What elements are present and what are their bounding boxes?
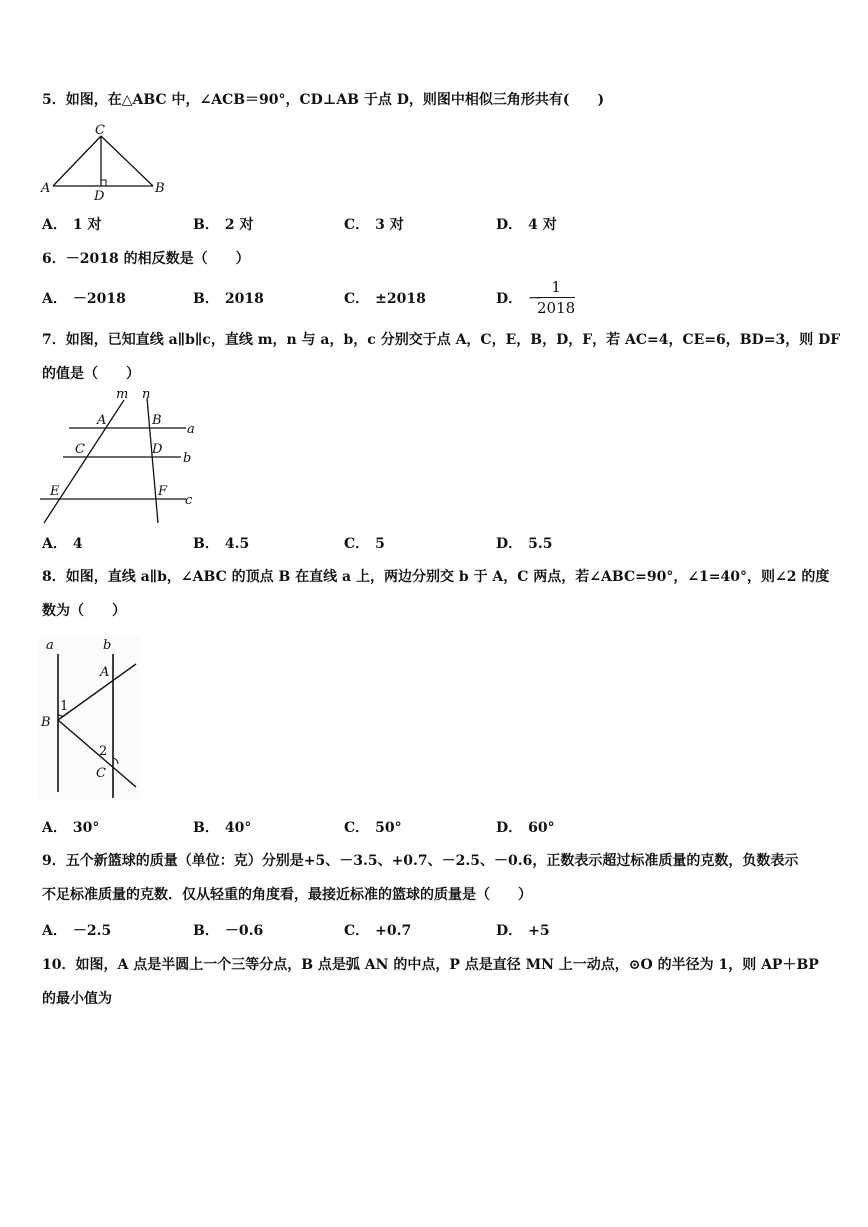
q6-option-d-fraction bbox=[537, 278, 575, 317]
q9-option-b[interactable]: B． －0.6 bbox=[193, 923, 264, 939]
label-D: D bbox=[152, 442, 163, 457]
q8-option-a[interactable]: A． 30° bbox=[42, 820, 100, 836]
q5-option-c[interactable]: C． 3 对 bbox=[344, 217, 404, 233]
q6-option-d[interactable]: D． － bbox=[496, 291, 543, 307]
label-C: C bbox=[95, 123, 105, 138]
label-angle-2: 2 bbox=[99, 744, 108, 759]
label-c: c bbox=[185, 493, 193, 508]
q6-option-c[interactable]: C． ±2018 bbox=[344, 291, 426, 307]
q9-option-c[interactable]: C． +0.7 bbox=[344, 923, 412, 939]
q6-option-a[interactable]: A． －2018 bbox=[42, 291, 126, 307]
q7-option-c[interactable]: C． 5 bbox=[344, 536, 385, 552]
label-B: B bbox=[41, 715, 51, 730]
question-9-stem-line2: 不足标准质量的克数．仅从轻重的角度看，最接近标准的篮球的质量是（ ） bbox=[42, 887, 532, 903]
question-6-stem: 6．－2018 的相反数是（ ） bbox=[42, 251, 250, 267]
question-10-stem-line2: 的最小值为 bbox=[42, 991, 112, 1007]
q6-option-b[interactable]: B． 2018 bbox=[193, 291, 264, 307]
label-a: a bbox=[187, 422, 195, 437]
q7-option-b[interactable]: B． 4.5 bbox=[193, 536, 250, 552]
question-7-figure bbox=[36, 386, 206, 528]
question-8-stem-line1: 8．如图，直线 a∥b，∠ABC 的顶点 B 在直线 a 上，两边分别交 b 于 A，C 两点，若∠ABC=90°，∠1=40°，则∠2 的度 bbox=[42, 569, 830, 585]
q8-option-b[interactable]: B． 40° bbox=[193, 820, 252, 836]
q5-option-b[interactable]: B． 2 对 bbox=[193, 217, 254, 233]
question-5-stem: 5．如图，在△ABC 中，∠ACB＝90°，CD⊥AB 于点 D，则图中相似三角形共有( ) bbox=[42, 92, 605, 108]
label-b: b bbox=[183, 451, 192, 466]
label-A: A bbox=[97, 413, 107, 428]
q8-option-d[interactable]: D． 60° bbox=[496, 820, 555, 836]
question-7-stem-line1: 7．如图，已知直线 a∥b∥c，直线 m，n 与 a，b，c 分别交于点 A，C，E，B，D，F，若 AC=4，CE=6，BD=3，则 DF bbox=[42, 332, 841, 348]
label-a: a bbox=[46, 638, 54, 653]
fraction-numerator: 1 bbox=[551, 278, 561, 296]
q5-option-d[interactable]: D． 4 对 bbox=[496, 217, 557, 233]
label-E: E bbox=[50, 484, 60, 499]
label-B: B bbox=[152, 413, 162, 428]
q7-option-a[interactable]: A． 4 bbox=[42, 536, 83, 552]
label-angle-1: 1 bbox=[60, 699, 69, 714]
q5-option-a[interactable]: A． 1 对 bbox=[42, 217, 102, 233]
question-9-stem-line1: 9．五个新篮球的质量（单位：克）分别是+5、－3.5、+0.7、－2.5、－0.6，正数表示超过标准质量的克数，负数表示 bbox=[42, 853, 799, 869]
q8-option-c[interactable]: C． 50° bbox=[344, 820, 402, 836]
q9-option-a[interactable]: A． －2.5 bbox=[42, 923, 112, 939]
label-D: D bbox=[94, 189, 105, 202]
question-5-figure bbox=[36, 120, 176, 202]
question-8-figure bbox=[38, 634, 142, 802]
question-8-stem-line2: 数为（ ） bbox=[42, 603, 126, 619]
fraction-bar bbox=[537, 297, 575, 298]
label-F: F bbox=[158, 484, 168, 499]
label-b: b bbox=[103, 638, 112, 653]
question-7-stem-line2: 的值是（ ） bbox=[42, 366, 140, 382]
label-m: m bbox=[116, 387, 129, 402]
label-A: A bbox=[41, 181, 51, 196]
label-A: A bbox=[100, 665, 110, 680]
question-10-stem-line1: 10．如图，A 点是半圆上一个三等分点，B 点是弧 AN 的中点，P 点是直径 MN 上一动点，⊙O 的半径为 1，则 AP＋BP bbox=[42, 957, 819, 973]
q7-option-d[interactable]: D． 5.5 bbox=[496, 536, 553, 552]
label-B: B bbox=[155, 181, 165, 196]
fraction-denominator: 2018 bbox=[537, 299, 576, 317]
label-C: C bbox=[75, 442, 85, 457]
label-n: n bbox=[142, 387, 151, 402]
label-C: C bbox=[96, 766, 106, 781]
q9-option-d[interactable]: D． +5 bbox=[496, 923, 550, 939]
